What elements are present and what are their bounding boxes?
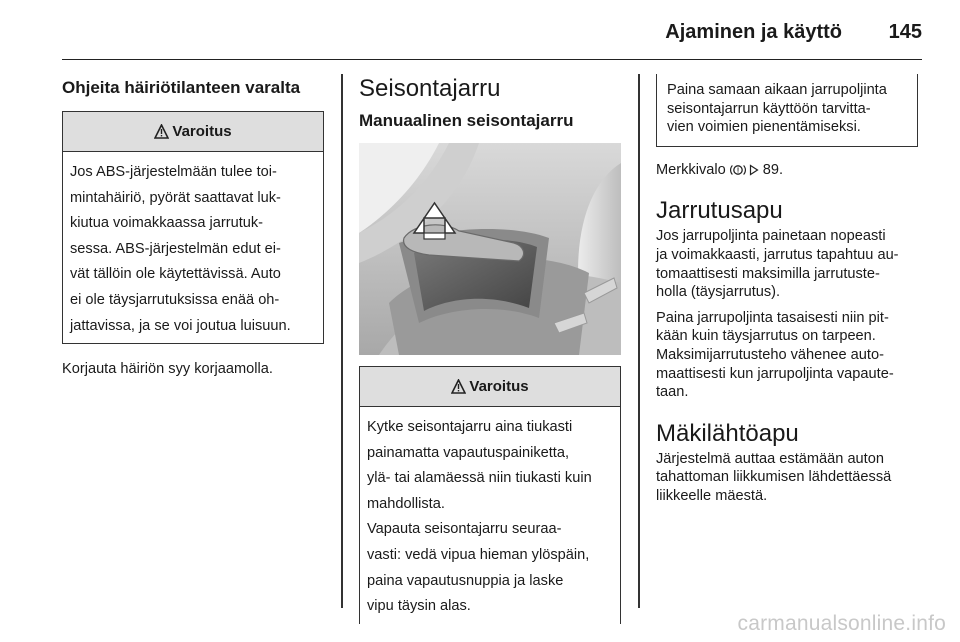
- warning-body: [360, 407, 620, 624]
- right-column: [656, 72, 922, 506]
- text-line: liikkeelle mäestä.: [656, 487, 768, 504]
- warning-line: sessa. ABS-järjestelmän edut ei-: [70, 240, 281, 257]
- section-title-parking-brake: Seisontajarru: [359, 75, 501, 102]
- warning-body: [63, 152, 323, 343]
- warning-line: kiutua voimakkaassa jarrutuk-: [70, 215, 264, 232]
- text-line: Jos jarrupoljinta painetaan nopeasti: [656, 228, 886, 245]
- warning-line: Vapauta seisontajarru seuraa-: [367, 521, 562, 538]
- column-divider-left: [341, 74, 343, 608]
- brake-warning-light-icon: [730, 163, 746, 177]
- header-title: Ajaminen ja käyttö: [665, 21, 842, 43]
- warning-line: mahdollista.: [367, 495, 445, 512]
- abs-warning-box: [62, 111, 324, 344]
- page-reference-arrow-icon[interactable]: [749, 164, 759, 176]
- section-subtitle-manual-brake: Manuaalinen seisontajarru: [359, 111, 574, 130]
- text-line: kään kuin täysjarrutus on tarpeen.: [656, 328, 876, 345]
- brake-assist-paragraph-2: [656, 309, 922, 402]
- section-title-hill-start-assist: Mäkilähtöapu: [656, 419, 799, 447]
- warning-line: ei ole täysjarrutuksissa enää oh-: [70, 291, 280, 308]
- warning-line: vasti: vedä vipua hieman ylöspäin,: [367, 546, 590, 563]
- note-line: Paina samaan aikaan jarrupoljinta: [667, 82, 887, 98]
- text-line: taan.: [656, 384, 689, 401]
- middle-column: [359, 72, 621, 624]
- note-line: seisontajarrun käyttöön tarvitta-: [667, 100, 871, 117]
- hill-start-paragraph: [656, 450, 922, 506]
- section-title-brake-assist: Jarrutusapu: [656, 197, 783, 225]
- brake-assist-paragraph-1: [656, 227, 922, 301]
- text-line: Järjestelmä auttaa estämään auton: [656, 450, 884, 467]
- warning-line: ylä- tai alamäessä niin tiukasti kuin: [367, 470, 592, 487]
- warning-line: vät tällöin ole käytettävissä. Auto: [70, 266, 281, 283]
- text-line: maattisesti kun jarrupoljinta vapaute-: [656, 365, 894, 382]
- warning-label: Varoitus: [469, 378, 529, 395]
- warning-line: painamatta vapautuspainiketta,: [367, 444, 570, 461]
- left-column: [62, 72, 324, 379]
- warning-paragraph-1: [367, 418, 613, 513]
- parking-brake-illustration: [359, 143, 621, 355]
- warning-triangle-icon: [451, 379, 466, 394]
- text-line: Maksimijarrutusteho vähenee auto-: [656, 346, 884, 363]
- watermark: carmanualsonline.info: [737, 612, 946, 635]
- text-line: holla (täysjarrutus).: [656, 284, 781, 301]
- warning-line: paina vapautusnuppia ja laske: [367, 572, 564, 589]
- text-line: tahattoman liikkumisen lähdettäessä: [656, 469, 892, 486]
- page-number: 145: [888, 21, 922, 43]
- left-heading: Ohjeita häiriötilanteen varalta: [62, 78, 301, 97]
- warning-paragraph-2: [367, 520, 613, 615]
- page-header: [62, 18, 922, 60]
- warning-header: [63, 112, 323, 152]
- svg-text:!: !: [736, 167, 739, 175]
- text-line: ja voimakkaasti, jarrutus tapahtuu au-: [656, 246, 899, 263]
- repair-instruction: Korjauta häiriön syy korjaamolla.: [62, 361, 273, 378]
- warning-label: Varoitus: [172, 123, 232, 140]
- indicator-page-link[interactable]: 89.: [762, 161, 784, 178]
- continued-warning-box: [656, 74, 918, 147]
- warning-line: vipu täysin alas.: [367, 598, 471, 615]
- column-divider-right: [638, 74, 640, 608]
- warning-line: mintahäiriö, pyörät saattavat luk-: [70, 189, 281, 206]
- text-line: Paina jarrupoljinta tasaisesti niin pit-: [656, 309, 889, 326]
- parking-brake-warning-box: [359, 366, 621, 624]
- warning-triangle-icon: [154, 124, 169, 139]
- note-line: vien voimien pienentämiseksi.: [667, 119, 861, 136]
- warning-header: [360, 367, 620, 407]
- indicator-label: Merkkivalo: [656, 161, 726, 178]
- warning-line: Kytke seisontajarru aina tiukasti: [367, 419, 573, 435]
- indicator-reference: [656, 161, 922, 180]
- warning-line: jattavissa, ja se voi joutua luisuun.: [70, 317, 291, 334]
- text-line: tomaattisesti maksimilla jarrutuste-: [656, 265, 880, 282]
- warning-line: Jos ABS-järjestelmään tulee toi-: [70, 164, 277, 180]
